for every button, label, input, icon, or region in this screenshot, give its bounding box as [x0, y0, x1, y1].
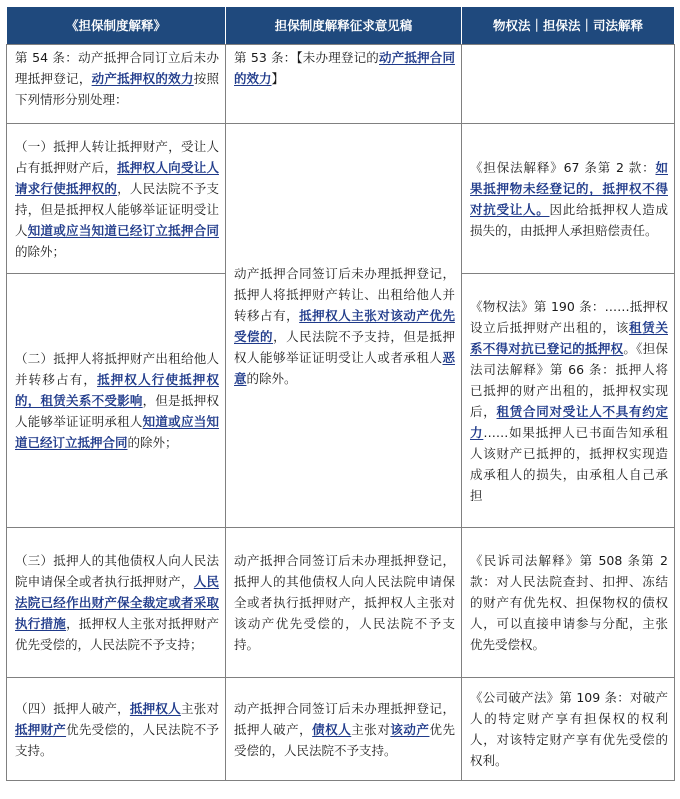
cell-interpretation [7, 528, 226, 678]
highlighted-text: 抵押权人行使抵押权的，租赁关系不受影响 [15, 372, 219, 408]
cell-laws [462, 678, 675, 781]
highlighted-text: 抵押权人主张对该动产优先受偿的 [234, 307, 455, 344]
highlighted-text: 恶意 [234, 349, 455, 386]
text-segment: 《物权法》第 190 条：……抵押权设立后抵押财产出租的，该 [470, 298, 668, 335]
cell-draft [226, 678, 462, 781]
text-segment: （二）抵押人将抵押财产出租给他人并转移占有， [15, 351, 219, 387]
cell-laws [462, 528, 675, 678]
text-segment: 。《担保法司法解释》第 66 条：抵押人将已抵押的财产出租的，抵押权实现后， [470, 340, 668, 419]
highlighted-text: 抵押权人 [129, 700, 181, 716]
highlighted-text: 抵押权人向受让人请求行使抵押权的 [15, 159, 219, 196]
header-row [7, 7, 675, 45]
header-interpretation: 《担保制度解释》 [7, 7, 226, 45]
text-segment: ，人民法院不予支持，但是抵押权人能够举证证明受让人或者承租人 [234, 328, 455, 365]
text-segment: ……如果抵押人已书面告知承租人该财产已抵押的，抵押权实现造成承租人的损失，由承租人自己承担 [470, 424, 668, 503]
text-segment: 第 53 条：【未办理登记的 [234, 50, 379, 65]
text-segment: ，抵押权人主张对抵押财产优先受偿的，人民法院不予支持； [15, 616, 219, 652]
text-segment: 动产抵押合同签订后未办理抵押登记，抵押人的其他债权人向人民法院申请保全或者执行抵押财产，抵押权人主张对该动产优先受偿的，人民法院不予支持。 [234, 553, 455, 652]
cell-interpretation [7, 124, 226, 274]
cell-interpretation [7, 274, 226, 528]
cell-laws [462, 124, 675, 274]
highlighted-text: 抵押财产 [15, 721, 67, 737]
text-segment: 《公司破产法》第 109 条：对破产人的特定财产享有担保权的权利人，对该特定财产享有优先受偿的权利。 [470, 690, 668, 768]
text-segment: 因此给抵押权人造成损失的，由抵押人承担赔偿责任。 [470, 201, 668, 238]
highlighted-text: 知道或应当知道已经订立抵押合同 [27, 222, 219, 238]
cell-laws [462, 45, 675, 124]
cell-interpretation [7, 678, 226, 781]
text-segment: 】 [271, 71, 285, 86]
text-segment: （三）抵押人的其他债权人向人民法院申请保全或者执行抵押财产， [15, 553, 219, 589]
text-segment: 动产抵押合同签订后未办理抵押登记，抵押人将抵押财产转让、出租给他人并转移占有， [234, 265, 455, 323]
cell-interpretation [7, 45, 226, 124]
highlighted-text: 动产抵押权的效力 [91, 71, 194, 86]
text-segment: 按照下列情形分别处理： [15, 71, 219, 107]
highlighted-text: 人民法院已经作出财产保全裁定或者采取执行措施 [15, 574, 219, 631]
header-laws: 物权法｜担保法｜司法解释 [462, 7, 675, 45]
comparison-table [6, 6, 675, 781]
highlighted-text: 债权人 [312, 721, 352, 737]
text-segment: 主张对 [351, 721, 391, 737]
text-segment: 动产抵押合同签订后未办理抵押登记，抵押人破产， [234, 700, 455, 737]
text-segment: 优先受偿的，人民法院不予支持。 [15, 721, 219, 758]
table-row [7, 124, 675, 274]
cell-laws [462, 274, 675, 528]
text-segment: 优先受偿的，人民法院不予支持。 [234, 721, 455, 758]
text-segment: （四）抵押人破产， [15, 700, 130, 716]
highlighted-text: 该动产 [390, 721, 430, 737]
text-segment: 的除外； [15, 243, 66, 259]
highlighted-text: 租赁合同对受让人不具有约定力 [470, 403, 668, 440]
text-segment: 的除外。 [246, 370, 297, 386]
cell-draft [226, 45, 462, 124]
cell-draft [226, 124, 462, 528]
text-segment: 《民诉司法解释》第 508 条第 2 款：对人民法院查封、扣押、冻结的财产有优先权、担保物权的债权人，可以直接申请参与分配，主张优先受偿权。 [470, 553, 668, 652]
text-segment: 《担保法解释》67 条第 2 款： [470, 159, 656, 175]
cell-draft [226, 528, 462, 678]
text-segment: ，但是抵押权人能够举证证明承租人 [15, 393, 219, 429]
highlighted-text: 知道或应当知道已经订立抵押合同 [15, 414, 219, 450]
text-segment: 的除外； [127, 435, 178, 450]
table-row [7, 45, 675, 124]
table-row [7, 678, 675, 781]
header-draft: 担保制度解释征求意见稿 [226, 7, 462, 45]
text-segment: （一）抵押人转让抵押财产，受让人占有抵押财产后， [15, 138, 219, 175]
table-row [7, 528, 675, 678]
text-segment: 第 54 条：动产抵押合同订立后未办理抵押登记， [15, 50, 219, 86]
highlighted-text: 如果抵押物未经登记的，抵押权不得对抗受让人。 [470, 159, 668, 217]
highlighted-text: 租赁关系不得对抗已登记的抵押权 [470, 319, 668, 356]
highlighted-text: 动产抵押合同的效力 [234, 50, 455, 86]
text-segment: ，人民法院不予支持，但是抵押权人能够举证证明受让人 [15, 180, 219, 238]
text-segment: 主张对 [180, 700, 219, 716]
